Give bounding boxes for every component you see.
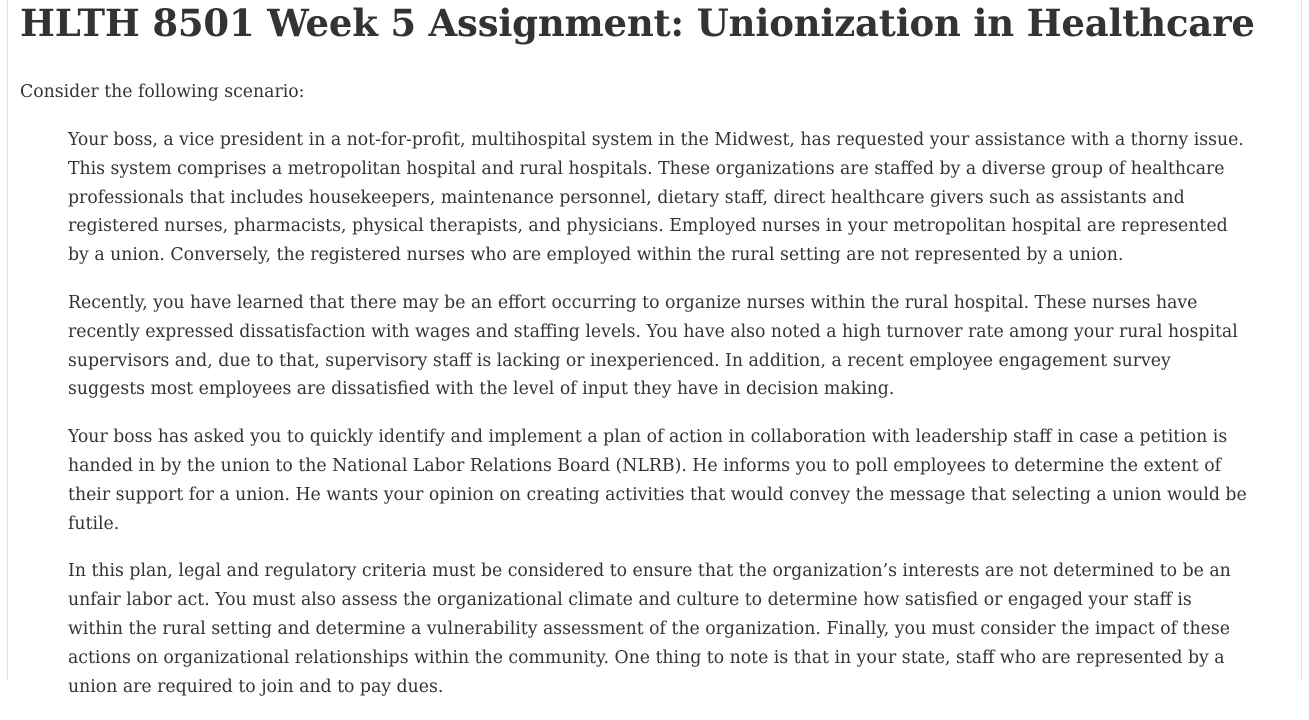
page-border-right — [1301, 0, 1302, 681]
scenario-blockquote — [68, 126, 1248, 701]
scenario-paragraph-2: Recently, you have learned that there may be an effort occurring to organize nurses within the rural hospital. These nurses have recently expressed dissatisfaction with wages and staffing levels. You have also noted a high turnover rate among your rural hospital supervisors and, due to that, supervisory staff is lacking or inexperienced. In addition, a recent employee engagement survey suggests most employees are dissatisfied with the level of input they have in decision making. — [68, 292, 1238, 400]
page-border-left — [7, 0, 8, 681]
scenario-paragraph-4: In this plan, legal and regulatory criteria must be considered to ensure that the organization’s interests are not determined to be an unfair labor act. You must also assess the organizational climate and culture to determine how satisfied or engaged your staff is within the rural setting and determine a vulnerability assessment of the organization. Finally, you must consider the impact of these actions on organizational relationships within the community. One thing to note is that in your state, staff who are represented by a union are required to join and to pay dues. — [68, 561, 1231, 697]
scenario-paragraph-3: Your boss has asked you to quickly identify and implement a plan of action in collaboration with leadership staff in case a petition is handed in by the union to the National Labor Relations Board (NLRB). He informs you to poll employees to determine the extent of their support for a union. He wants your opinion on creating activities that would convey the message that selecting a union would be futile. — [68, 427, 1247, 534]
intro-text: Consider the following scenario: — [20, 82, 305, 102]
article — [20, 0, 1290, 720]
page-title: HLTH 8501 Week 5 Assignment: Unionization in Healthcare — [20, 1, 1255, 45]
scenario-paragraph-1: Your boss, a vice president in a not-for-profit, multihospital system in the Midwest, has requested your assistance with a thorny issue. This system comprises a metropolitan hospital and rural hospitals. These organizations are staffed by a diverse group of healthcare professionals that includes housekeepers, maintenance personnel, dietary staff, direct healthcare givers such as assistants and registered nurses, pharmacists, physical therapists, and physicians. Employed nurses in your metropolitan hospital are represented by a union. Conversely, the registered nurses who are employed within the rural setting are not represented by a union. — [68, 130, 1244, 266]
